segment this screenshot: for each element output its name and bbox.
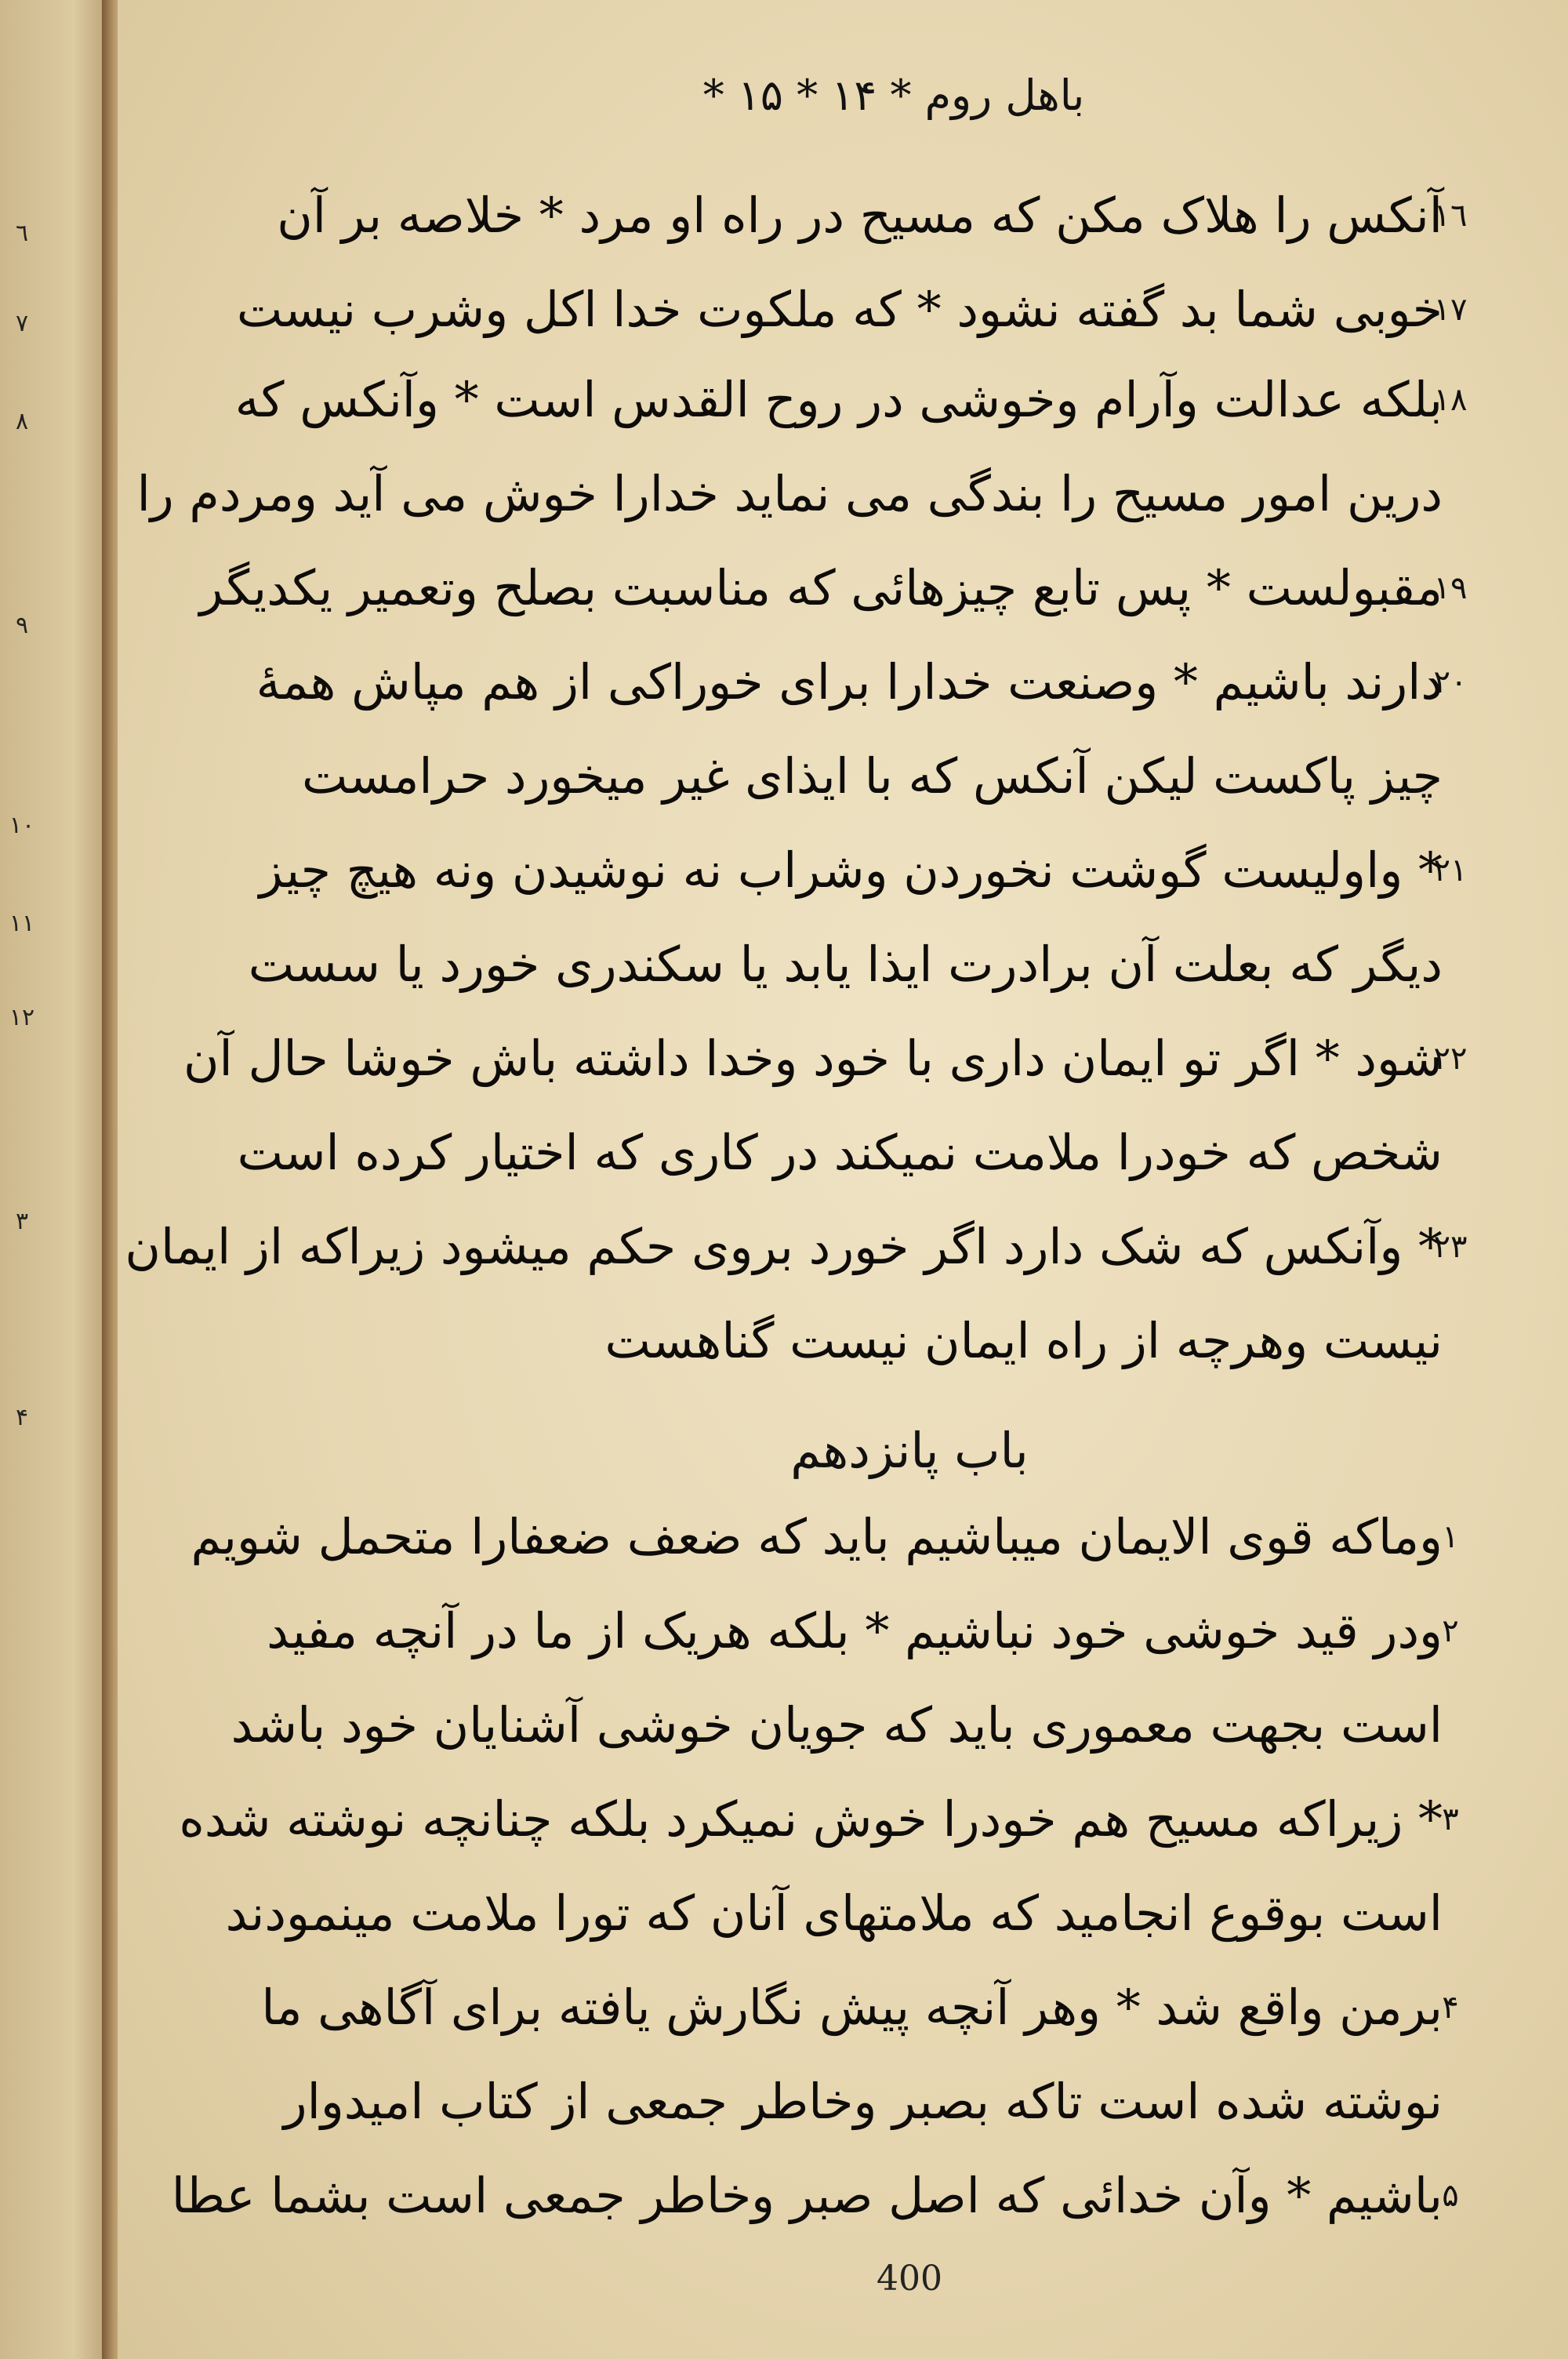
verse-number: ١٨ [1433, 382, 1468, 418]
chapter-title: باب پانزدهم [790, 1422, 1029, 1479]
margin-number: ٣ [15, 1208, 29, 1235]
verse-number: ١٦ [1433, 198, 1468, 234]
text-line: نوشته شده است تاکه بصبر وخاطر جمعی از کتاب امیدوار [283, 2073, 1443, 2130]
text-line: برمن واقع شد * وهر آنچه پیش نگارش یافته برای آگاهی ما [261, 1979, 1443, 2036]
page-number: 400 [877, 2259, 942, 2299]
text-line: است بجهت معموری باید که جویان خوشی آشنایان خود باشد [230, 1696, 1443, 1754]
text-line: * زیراکه مسیح هم خودرا خوش نمیکرد بلکه چنانچه نوشته شده [179, 1790, 1443, 1848]
margin-number: ١٢ [9, 1004, 35, 1031]
verse-number: ٣ [1442, 1801, 1459, 1837]
verse-number: ٢١ [1433, 852, 1468, 889]
text-line: * وآنکس که شک دارد اگر خورد بروی حکم میشود زیراکه از ایمان [125, 1218, 1443, 1275]
text-line: دیگر که بعلت آن برادرت ایذا یابد یا سکندری خورد یا سست [248, 936, 1443, 993]
text-line: دارند باشیم * وصنعت خدارا برای خوراکی از هم مپاش همهٔ [256, 653, 1443, 711]
text-line: چیز پاکست لیکن آنکس که با ایذای غیر میخورد حرامست [302, 747, 1443, 805]
facing-page-edge [0, 0, 106, 2359]
verse-number: ١ [1442, 1519, 1459, 1555]
margin-number: ٨ [15, 408, 29, 435]
running-header: باهل روم * ١۴ * ١۵ * [702, 71, 1085, 120]
text-line: وماکه قوی الایمان میباشیم باید که ضعف ضعفارا متحمل شویم [191, 1508, 1443, 1565]
text-line: درین امور مسیح را بندگی می نماید خدارا خوش می آید ومردم را [136, 465, 1443, 522]
margin-number: ٧ [15, 310, 29, 337]
verse-number: ۴ [1442, 1990, 1459, 2026]
verse-number: ٢ [1442, 1613, 1459, 1649]
text-line: ودر قید خوشی خود نباشیم * بلکه هریک از ما در آنچه مفید [267, 1602, 1443, 1659]
text-line: بلکه عدالت وآرام وخوشی در روح القدس است * وآنکس که [234, 371, 1443, 428]
margin-number: ١١ [9, 910, 35, 937]
text-line: خوبی شما بد گفته نشود * که ملکوت خدا اکل وشرب نیست [236, 281, 1443, 338]
text-line: مقبولست * پس تابع چیزهائی که مناسبت بصلح وتعمیر یکدیگر [199, 559, 1443, 616]
text-line: شود * اگر تو ایمان داری با خود وخدا داشته باش خوشا حال آن [183, 1030, 1443, 1087]
verse-number: ۵ [1442, 2178, 1459, 2214]
text-line: آنکس را هلاک مکن که مسیح در راه او مرد * خلاصه بر آن [277, 187, 1443, 244]
text-line: باشیم * وآن خدائی که اصل صبر وخاطر جمعی است بشما عطا [171, 2167, 1443, 2224]
verse-number: ١٧ [1433, 292, 1468, 328]
verse-number: ٢٢ [1433, 1041, 1468, 1077]
text-line: * واولیست گوشت نخوردن وشراب نه نوشیدن ونه هیچ چیز [259, 841, 1443, 899]
margin-number: ۴ [15, 1404, 29, 1431]
text-line: نیست وهرچه از راه ایمان نیست گناهست [604, 1312, 1443, 1369]
margin-number: ١٠ [9, 812, 35, 839]
verse-number: ٢٣ [1433, 1229, 1468, 1265]
verse-number: ٢٠ [1433, 664, 1468, 700]
margin-number: ٦ [15, 220, 29, 247]
text-line: شخص که خودرا ملامت نمیکند در کاری که اختیار کرده است [237, 1124, 1443, 1181]
verse-number: ١٩ [1433, 570, 1468, 606]
text-line: است بوقوع انجامید که ملامتهای آنان که تورا ملامت مینمودند [225, 1885, 1443, 1942]
margin-number: ٩ [15, 612, 29, 639]
